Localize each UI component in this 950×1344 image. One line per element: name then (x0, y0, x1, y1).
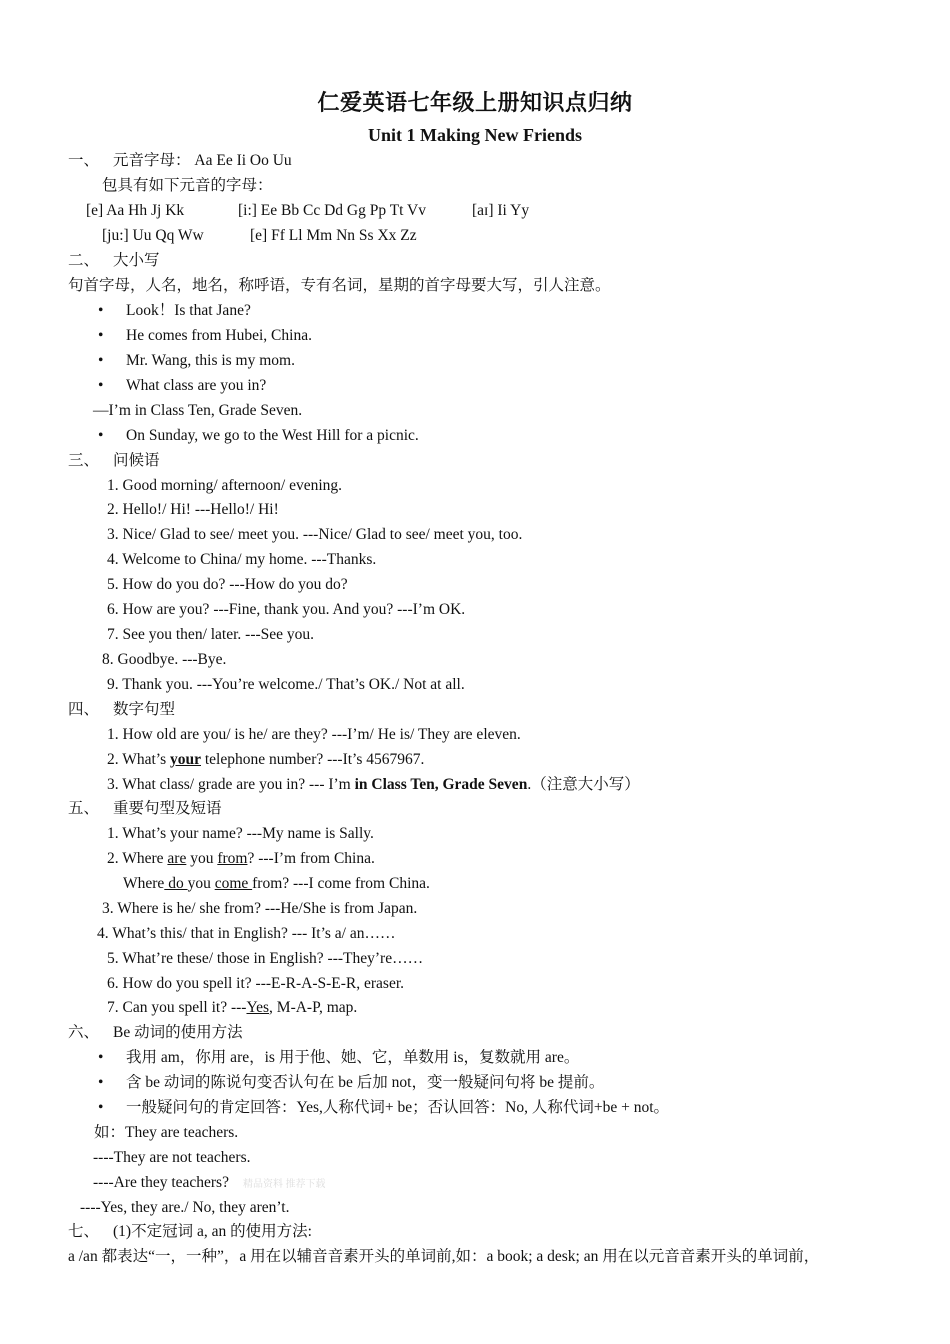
list-item: • What class are you in? (98, 377, 267, 394)
phrase-line: 4. What’s this/ that in English? --- It’s a/ an…… (97, 925, 396, 942)
phrase-line: 5. What’re these/ those in English? ---They’re…… (107, 950, 424, 967)
greeting-line: 4. Welcome to China/ my home. ---Thanks. (107, 551, 377, 568)
vowel-row-1-col-3: [aɪ] Ii Yy (472, 202, 530, 219)
phrase-line: 2. Where are you from? ---I’m from China. (107, 850, 375, 867)
section-6-heading (68, 1023, 243, 1043)
section-1-heading (68, 151, 292, 171)
unit-title: Unit 1 Making New Friends (367, 125, 582, 145)
greeting-line: 7. See you then/ later. ---See you. (107, 626, 315, 643)
section-head: Be 动词的使用方法 (113, 1024, 243, 1041)
section-number: 一、 (68, 152, 100, 169)
section-7-heading (68, 1222, 312, 1242)
phrase-line: 7. Can you spell it? ---Yes, M-A-P, map. (107, 999, 358, 1016)
example-line: 如：They are teachers. (94, 1124, 239, 1141)
section-head: 重要句型及短语 (113, 800, 222, 817)
section-number: 七、 (68, 1223, 100, 1240)
emphasized-word: your (170, 751, 201, 768)
list-item: • On Sunday, we go to the West Hill for a picnic. (98, 427, 419, 444)
section-head: 问候语 (113, 452, 160, 469)
section-3-heading (68, 451, 160, 471)
article-usage-line: a /an 都表达“一，一种”，a 用在以辅音音素开头的单词前,如：a book; a desk; an 用在以元音音素开头的单词前， (68, 1248, 820, 1265)
example-line: ----They are not teachers. (93, 1149, 251, 1166)
number-pattern-line: 2. What’s your telephone number? ---It’s 4567967. (107, 751, 425, 768)
greeting-line: 5. How do you do? ---How do you do? (107, 576, 348, 593)
section-head: 元音字母： (113, 152, 191, 169)
emphasized-phrase: in Class Ten, Grade Seven (354, 776, 528, 793)
list-item: • 我用 am，你用 are，is 用于他、她、它，单数用 is，复数就用 are。 (98, 1049, 580, 1066)
vowel-row-1-col-2: [i:] Ee Bb Cc Dd Gg Pp Tt Vv (238, 202, 427, 219)
vowel-row-2-col-1: [ju:] Uu Qq Ww (102, 227, 204, 244)
greeting-line: 1. Good morning/ afternoon/ evening. (107, 477, 343, 494)
phrase-line: Where do you come from? ---I come from China. (123, 875, 430, 892)
example-line: ----Are they teachers? 精品资料 推荐下载 (93, 1174, 326, 1191)
greeting-line: 2. Hello!/ Hi! ---Hello!/ Hi! (107, 501, 279, 518)
phrase-line: 6. How do you spell it? ---E-R-A-S-E-R, eraser. (107, 975, 405, 992)
section-number: 四、 (68, 701, 100, 718)
number-pattern-line: 3. What class/ grade are you in? --- I’m in Class Ten, Grade Seven.（注意大小写） (107, 776, 640, 793)
phrase-line: 3. Where is he/ she from? ---He/She is from Japan. (102, 900, 418, 917)
vowel-letters: Aa Ee Ii Oo Uu (194, 152, 292, 169)
greeting-line: 8. Goodbye. ---Bye. (102, 651, 227, 668)
vowel-row-1-col-1: [e] Aa Hh Jj Kk (86, 202, 185, 219)
vowel-intro: 包具有如下元音的字母： (102, 177, 273, 194)
section-4-heading (68, 700, 175, 720)
answer-line: —I’m in Class Ten, Grade Seven. (93, 402, 303, 419)
example-line: ----Yes, they are./ No, they aren’t. (80, 1199, 290, 1216)
section-number: 五、 (68, 800, 100, 817)
greeting-line: 6. How are you? ---Fine, thank you. And you? ---I’m OK. (107, 601, 466, 618)
section-number: 六、 (68, 1024, 100, 1041)
capitalization-rule: 句首字母，人名，地名，称呼语，专有名词，星期的首字母要大写，引人注意。 (68, 277, 611, 294)
section-head: (1)不定冠词 a, an 的使用方法: (113, 1223, 312, 1240)
phrase-line: 1. What’s your name? ---My name is Sally. (107, 825, 374, 842)
section-head: 大小写 (113, 252, 160, 269)
section-number: 二、 (68, 252, 100, 269)
list-item: • He comes from Hubei, China. (98, 327, 312, 344)
section-2-heading (68, 251, 160, 271)
vowel-row-2-col-2: [e] Ff Ll Mm Nn Ss Xx Zz (250, 227, 417, 244)
section-5-heading (68, 799, 222, 819)
list-item: • 含 be 动词的陈说句变否认句在 be 后加 not，变一般疑问句将 be 提前。 (98, 1074, 605, 1091)
page-title: 仁爱英语七年级上册知识点归纳 (317, 90, 633, 115)
section-number: 三、 (68, 452, 100, 469)
list-item: • Look！Is that Jane? (98, 302, 251, 319)
list-item: • 一般疑问句的肯定回答：Yes,人称代词+ be；否认回答：No, 人称代词+be + not。 (98, 1099, 670, 1116)
number-pattern-line: 1. How old are you/ is he/ are they? ---I’m/ He is/ They are eleven. (107, 726, 521, 743)
faint-watermark-text: 精品资料 推荐下载 (242, 1179, 326, 1190)
greeting-line: 3. Nice/ Glad to see/ meet you. ---Nice/ Glad to see/ meet you, too. (107, 526, 523, 543)
section-head: 数字句型 (113, 701, 176, 718)
greeting-line: 9. Thank you. ---You’re welcome./ That’s OK./ Not at all. (107, 676, 465, 693)
list-item: • Mr. Wang, this is my mom. (98, 352, 295, 369)
